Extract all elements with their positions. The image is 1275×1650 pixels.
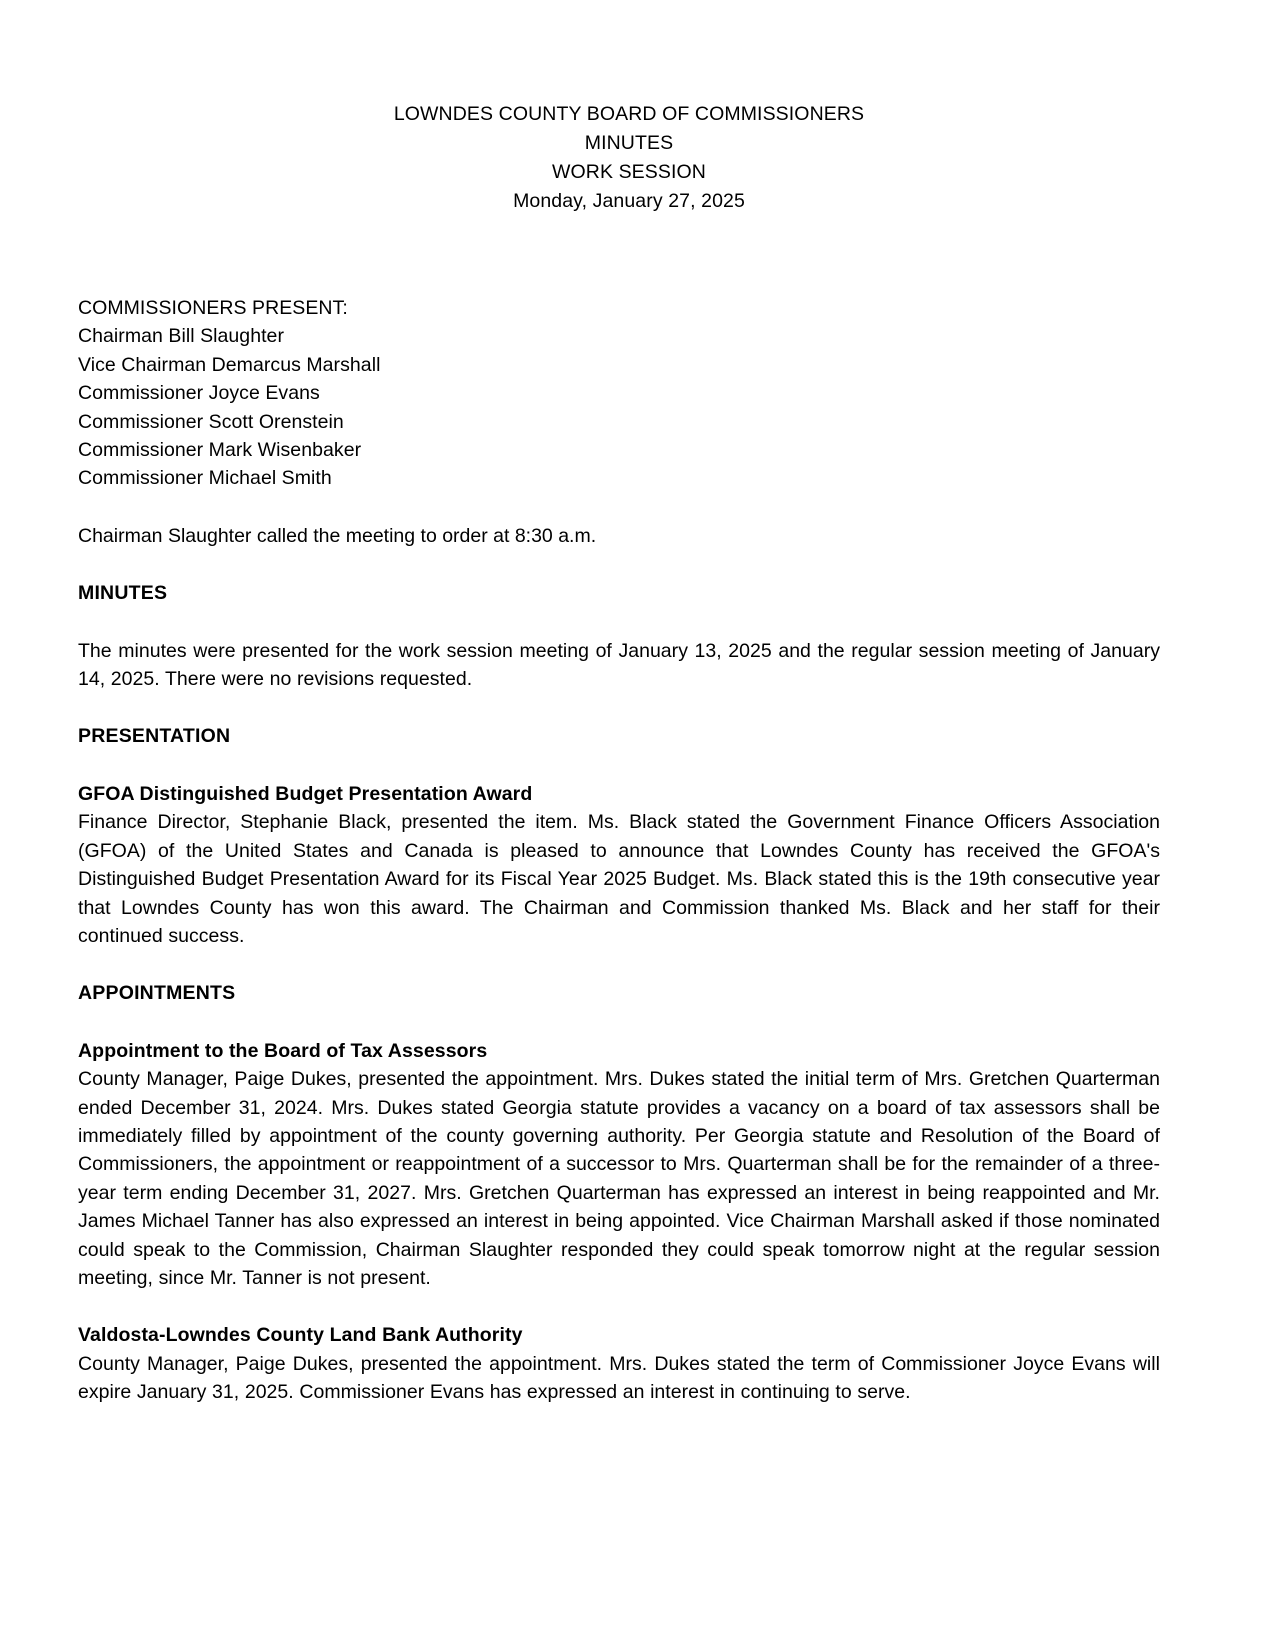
presentation-heading-spacer [78,693,1160,722]
call-to-order-line: Chairman Slaughter called the meeting to order at 8:30 a.m. [78,524,597,547]
board-of-tax-assessors-paragraph: County Manager, Paige Dukes, presented the appointment. Mrs. Dukes stated the initial term of Mrs. Gretchen Quarterman ended December 31, 2024. Mrs. Dukes stated Georgia statute provides a vacancy on a board of tax assessors shall be immediately filled by appointment of the county governing authority. Per Georgia statute and Resolution of the Board of Commissioners, the appointment or reappointment of a successor to Mrs. Quarterman shall be for the remainder of a three-year term ending December 31, 2027. Mrs. Gretchen Quarterman has expressed an interest in being reappointed and Mr. James Michael Tanner has also expressed an interest in being appointed. Vice Chairman Marshall asked if those nominated could speak to the Commission, Chairman Slaughter responded they could speak tomorrow night at the regular session meeting, since Mr. Tanner is not present. [78,1068,1160,1289]
presentation-item-spacer [78,751,1160,780]
header-document-type: MINUTES [584,132,674,154]
minutes-body-spacer [78,608,1160,637]
commissioners-present-label: COMMISSIONERS PRESENT: [78,297,348,319]
land-bank-heading-spacer [78,1292,1160,1321]
land-bank-authority-paragraph: County Manager, Paige Dukes, presented the appointment. Mrs. Dukes stated the term of Commissioner Joyce Evans will expire January 31, 2025. Commissioner Evans has expressed an interest in continuing to serve. [78,1352,1160,1404]
commissioner-list-item: Commissioner Mark Wisenbaker [78,439,362,462]
subheading-land-bank-authority: Valdosta-Lowndes County Land Bank Authority [78,1324,523,1347]
minutes-heading-spacer [78,550,1160,579]
header-meeting-date: Monday, January 27, 2025 [513,190,745,212]
commissioners-present-block [78,294,1160,493]
appointments-heading-spacer [78,950,1160,979]
commissioner-list-item: Commissioner Michael Smith [78,467,332,490]
commissioner-list-item: Vice Chairman Demarcus Marshall [78,353,381,376]
roster-spacer [78,493,1160,522]
subheading-board-of-tax-assessors: Appointment to the Board of Tax Assessors [78,1039,488,1062]
header-body-spacer [78,216,1160,294]
commissioner-list-item: Commissioner Scott Orenstein [78,410,344,433]
commissioner-list-item: Chairman Bill Slaughter [78,325,284,348]
header-organization: LOWNDES COUNTY BOARD OF COMMISSIONERS [393,103,865,125]
commissioner-list-item: Commissioner Joyce Evans [78,382,320,405]
minutes-body-paragraph: The minutes were presented for the work session meeting of January 13, 2025 and the regular session meeting of January 14, 2025. There were no revisions requested. [78,639,1160,691]
gfoa-award-paragraph: Finance Director, Stephanie Black, presented the item. Ms. Black stated the Government Finance Officers Association (GFOA) of the United States and Canada is pleased to announce that Lowndes County has received the GFOA's Distinguished Budget Presentation Award for its Fiscal Year 2025 Budget. Ms. Black stated this is the 19th consecutive year that Lowndes County has won this award. The Chairman and Commission thanked Ms. Black and her staff for their continued success. [78,811,1160,947]
header-meeting-type: WORK SESSION [552,161,706,183]
section-heading-minutes: MINUTES [78,582,168,605]
section-heading-presentation: PRESENTATION [78,725,231,748]
appointments-item-spacer [78,1008,1160,1037]
section-heading-appointments: APPOINTMENTS [78,982,236,1005]
document-header [98,100,1160,216]
subheading-gfoa-award: GFOA Distinguished Budget Presentation Award [78,782,533,805]
